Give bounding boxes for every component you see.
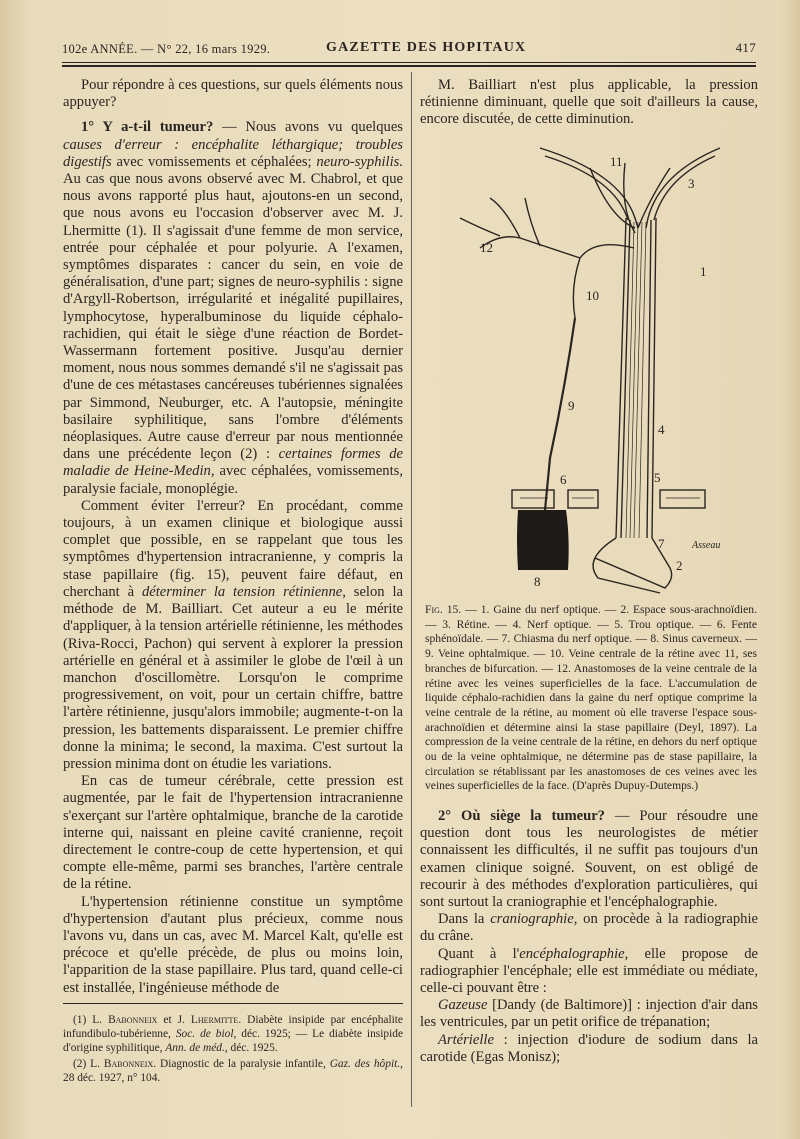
optic-foramen-left <box>568 490 598 508</box>
figure-label: 9 <box>568 398 575 413</box>
figure-label: 4 <box>658 422 665 437</box>
issue-info: 102e ANNÉE. — N° 22, 16 mars 1929. <box>62 42 271 56</box>
figure-label: 10 <box>586 288 599 303</box>
optic-nerve-diagram <box>420 138 758 596</box>
figure-label: 1 <box>700 264 707 279</box>
right-column-bottom <box>420 808 758 1066</box>
section-heading: 1° Y a-t-il tumeur? <box>81 119 214 136</box>
anastomoses-12 <box>480 237 580 258</box>
header-rule-thick <box>62 65 756 67</box>
paragraph: En cas de tumeur cérébrale, cette pression est augmentée, par le fait de l'hypertension intracranienne s'exerçant sur l'artère ophtalmique, branche de la carotide interne qui, naissant en pleine cavité cranienne, reçoit directement le contre-coup de cette hypertension, et qui compte elle-même, parmi ses branches, l'artère centrale de la rétine. <box>63 773 403 893</box>
paragraph: Dans la craniographie, on procède à la radiographie du crâne. <box>420 911 758 945</box>
journal-title: GAZETTE DES HOPITAUX <box>326 40 527 55</box>
footnotes <box>63 1013 403 1086</box>
caption-text: — 1. Gaine du nerf optique. — 2. Espace sous-arachnoïdien. — 3. Rétine. — 4. Nerf optique. — 5. Trou optique. — 6. Fente sphénoïdale. — 7. Chiasma du nerf optique. — 8. Sinus caverneux. — 9. Veine ophtalmique. — 10. Veine centrale de la rétine avec 11, ses branches de bifurcation. — 12. Anastomoses de la veine centrale de la rétine avec les veines superficielles de la face. L'accumulation de liquide céphalo-rachidien dans la gaine du nerf optique comprime la veine centrale de la rétine, au moment où elle traverse l'espace sous-arachnoïdien et détermine ainsi la stase papillaire (Deyl, 1897). La compression de la veine centrale de la rétine, en dehors du nerf optique ou de la veine ophtalmique, ne détermine pas de stase papillaire, la circulation se rétablissant par les anastomoses de ces veines avec les veines superficielles de la face. (D'après Dupuy-Dutemps.) <box>425 603 757 793</box>
paragraph: Quant à l'encéphalographie, elle propose de radiographier l'encéphale; elle est immédiate ou médiate, celle-ci pouvant être : <box>420 945 758 997</box>
paragraph: Artérielle : injection d'iodure de sodium dans la carotide (Egas Monisz); <box>420 1031 758 1065</box>
figure-caption <box>425 603 757 794</box>
paragraph: Pour répondre à ces questions, sur quels éléments nous appuyer? <box>63 77 403 111</box>
page-number: 417 <box>735 40 756 55</box>
column-divider <box>411 72 412 1107</box>
footnote: (2) L. Babonneix. Diagnostic de la paralysie infantile, Gaz. des hôpit., 28 déc. 1927, n° 104. <box>63 1057 403 1084</box>
figure-label: 12 <box>480 240 493 255</box>
figure-label: 8 <box>534 574 541 589</box>
figure-label: 7 <box>658 536 665 551</box>
running-header <box>62 40 756 60</box>
footnote-rule <box>63 1003 403 1004</box>
cavernous-sinus <box>517 510 569 570</box>
sheath-outer-left <box>616 218 626 538</box>
figure-label: 5 <box>654 470 661 485</box>
sheath-outer-right <box>652 218 656 538</box>
optic-foramen-right <box>660 490 705 508</box>
footnote: (1) L. Babonneix et J. Lhermitte. Diabète insipide par encéphalite infundibulo-tubérienne, Soc. de biol, déc. 1925; — Le diabète insipide d'origine syphilitique, Ann. de méd., déc. 1925. <box>63 1014 403 1055</box>
figure-label: 2 <box>676 558 683 573</box>
header-rule-thin <box>62 62 756 63</box>
figure-label: 11 <box>610 154 623 169</box>
paragraph: Gazeuse [Dandy (de Baltimore)] : injection d'air dans les ventricules, par un petit orifice de trépanation; <box>420 997 758 1031</box>
paragraph: 1° Y a-t-il tumeur? — Nous avons vu quelques causes d'erreur : encéphalite léthargique; troubles digestifs avec vomissements et céphalées; neuro-syphilis. Au cas que nous avons observé avec M. Chabrol, et que nous avons rapporté plus haut, ajoutons-en un second, que nous avons eu l'occasion d'observer avec M. J. Lhermitte (1). Il s'agissait d'une femme de mon service, entrée pour céphalée et pour polyurie. A l'examen, symptômes disparates : cancer du sein, en voie de généralisation, d'une part; signes de neuro-syphilis : signe d'Argyll-Robertson, irrégularité et inégalité pupillaires, lymphocytose, hyperalbuminose du liquide céphalo-rachidien, qui était le siège d'une réaction de Bordet-Wassermann fortement positive. Jusqu'au dernier moment, nous nous sommes demandé s'il ne s'agissait pas d'une de ces métastases cancéreuses tubériennes signalées par Simmond, Neuburger, etc. A l'autopsie, méningite basilaire syphilitique, sans l'ombre d'éléments néoplasiques. Autre cause d'erreur par nous mentionnée dans une précédente leçon (2) : certaines formes de maladie de Heine-Medin, avec céphalées, vomissements, paralysie faciale, monoplégie. <box>63 119 403 497</box>
illustrator-signature: Asseau <box>692 540 721 551</box>
paragraph: Comment éviter l'erreur? En procédant, comme toujours, à un examen clinique et biologique aussi complet que possible, en se rappelant que tous les symptômes d'hypertension intracranienne, y compris la stase papillaire (fig. 15), peuvent faire défaut, en cherchant à déterminer la tension rétinienne, selon la méthode de M. Bailliart. Cet auteur a eu le mérite d'appliquer, à la tension artérielle rétinienne, les méthodes (Riva-Rocci, Pachon) qui servent à explorer la pression artérielle en général et à assimiler le globe de l'œil à un manchon d'oscillomètre. Lorsqu'on le comprime progressivement, on voit, pour un certain chiffre, battre l'artère rétinienne, jusqu'alors immobile; augmente-t-on la pression, les battements disparaissent. Le premier chiffre donne la minima; le second, la maxima. C'est surtout la pression minima dont on étudie les variations. <box>63 497 403 772</box>
paragraph: L'hypertension rétinienne constitue un symptôme d'hypertension d'autant plus précieux, comme nous l'avons vu, dans un cas, avec M. Marcel Kalt, qu'elle est précoce et qu'elle précède, de plus ou moins loin, l'apparition de la stase papillaire. Plus tard, quand celle-ci est installée, l'ingénieuse méthode de <box>63 893 403 996</box>
paragraph: 2° Où siège la tumeur? — Pour résoudre une question dont tous les neurologistes de métier connaissent les difficultés, il ne suffit pas toujours d'un examen clinique soigné. Souvent, on est obligé de recourir à des méthodes d'exploration particulières, qui sont surtout la craniographie et l'encéphalographie. <box>420 808 758 911</box>
caption-lead: Fig. 15. <box>425 603 462 616</box>
section-heading: 2° Où siège la tumeur? <box>438 808 605 824</box>
right-column-top <box>420 77 758 129</box>
left-column <box>63 77 403 997</box>
figure-label: 6 <box>560 472 567 487</box>
figure-label: 3 <box>688 176 695 191</box>
paragraph: M. Bailliart n'est plus applicable, la pression rétinienne diminuant, quelle que soit d'ailleurs la cause, encore discutée, de cette diminution. <box>420 77 758 128</box>
anatomical-figure <box>420 138 758 596</box>
